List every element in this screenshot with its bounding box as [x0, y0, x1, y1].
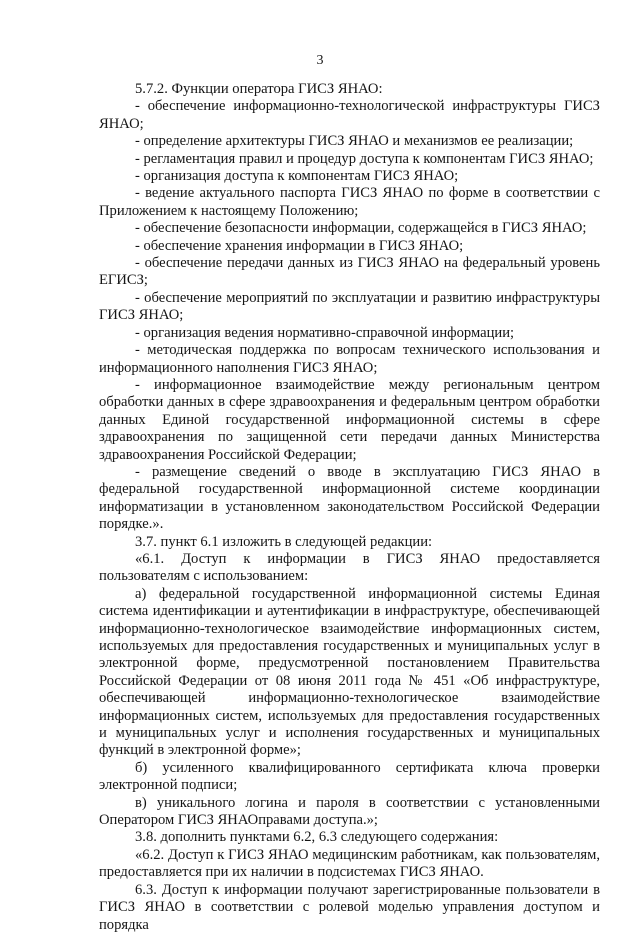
paragraph: - ведение актуального паспорта ГИСЗ ЯНАО по форме в соответствии с Приложением к настоящему Положению;	[99, 185, 600, 219]
paragraph: в) уникального логина и пароля в соответствии с установленными Оператором ГИСЗ ЯНАОправами доступа.»;	[99, 794, 600, 829]
paragraph: - обеспечение безопасности информации, содержащейся в ГИСЗ ЯНАО;	[135, 220, 587, 237]
paragraph: - методическая поддержка по вопросам технического использования и информационного наполнения ГИСЗ ЯНАО;	[99, 342, 600, 376]
paragraph: - информационное взаимодействие между региональным центром обработки данных в сфере здравоохранения и федеральным центром обработки данных Единой государственной информационной системы в сфере здравоохранения по защищенной сети передачи данных Министерства здравоохранения Российской Федерации;	[99, 376, 600, 463]
paragraph: а) федеральной государственной информационной системы Единая система идентификации и аутентификации в инфраструктуре, обеспечивающей информационно-технологическое взаимодействие информационных систем, используемых для предоставления государственных и муниципальных услуг в электронной форме, предусмотренной постановлением Правительства Российской Федерации от 08 июня 2011 года № 451 «Об инфраструктуре, обеспечивающей информационно-технологическое взаимодействие информационных систем, используемых для предоставления государственных и муниципальных услуг и исполнения государственных и муниципальных функций в электронной форме»;	[99, 585, 600, 759]
paragraph: - обеспечение мероприятий по эксплуатации и развитию инфраструктуры ГИСЗ ЯНАО;	[99, 289, 600, 324]
paragraph: 3.8. дополнить пунктами 6.2, 6.3 следующего содержания:	[135, 829, 499, 846]
paragraph: - размещение сведений о вводе в эксплуатацию ГИСЗ ЯНАО в федеральной государственной информационной системе координации информатизации в установленном законодательством Российской Федерации порядке.».	[99, 463, 600, 533]
paragraph: - организация ведения нормативно-справочной информации;	[135, 324, 515, 341]
paragraph: - определение архитектуры ГИСЗ ЯНАО и механизмов ее реализации;	[135, 133, 574, 150]
paragraph: - обеспечение хранения информации в ГИСЗ ЯНАО;	[135, 237, 464, 254]
paragraph: 3.7. пункт 6.1 изложить в следующей редакции:	[135, 533, 433, 550]
page-number: 3	[316, 53, 324, 68]
paragraph: б) усиленного квалифицированного сертификата ключа проверки электронной подписи;	[99, 759, 600, 794]
paragraph: «6.1. Доступ к информации в ГИСЗ ЯНАО предоставляется пользователям с использованием:	[99, 550, 600, 585]
paragraph: 5.7.2. Функции оператора ГИСЗ ЯНАО:	[135, 81, 383, 97]
paragraph: - обеспечение передачи данных из ГИСЗ ЯНАО на федеральный уровень ЕГИСЗ;	[99, 255, 600, 289]
paragraph: - регламентация правил и процедур доступа к компонентам ГИСЗ ЯНАО;	[135, 150, 594, 167]
paragraph: - организация доступа к компонентам ГИСЗ ЯНАО;	[135, 168, 459, 185]
paragraph: «6.2. Доступ к ГИСЗ ЯНАО медицинским работникам, как пользователям, предоставляется при их наличии в подсистемах ГИСЗ ЯНАО.	[99, 846, 600, 881]
paragraph: 6.3. Доступ к информации получают зарегистрированные пользователи в ГИСЗ ЯНАО в соответствии с ролевой моделью управления доступом и порядка	[99, 881, 600, 933]
document-body	[99, 81, 600, 934]
paragraph: - обеспечение информационно-технологической инфраструктуры ГИСЗ ЯНАО;	[99, 98, 600, 132]
